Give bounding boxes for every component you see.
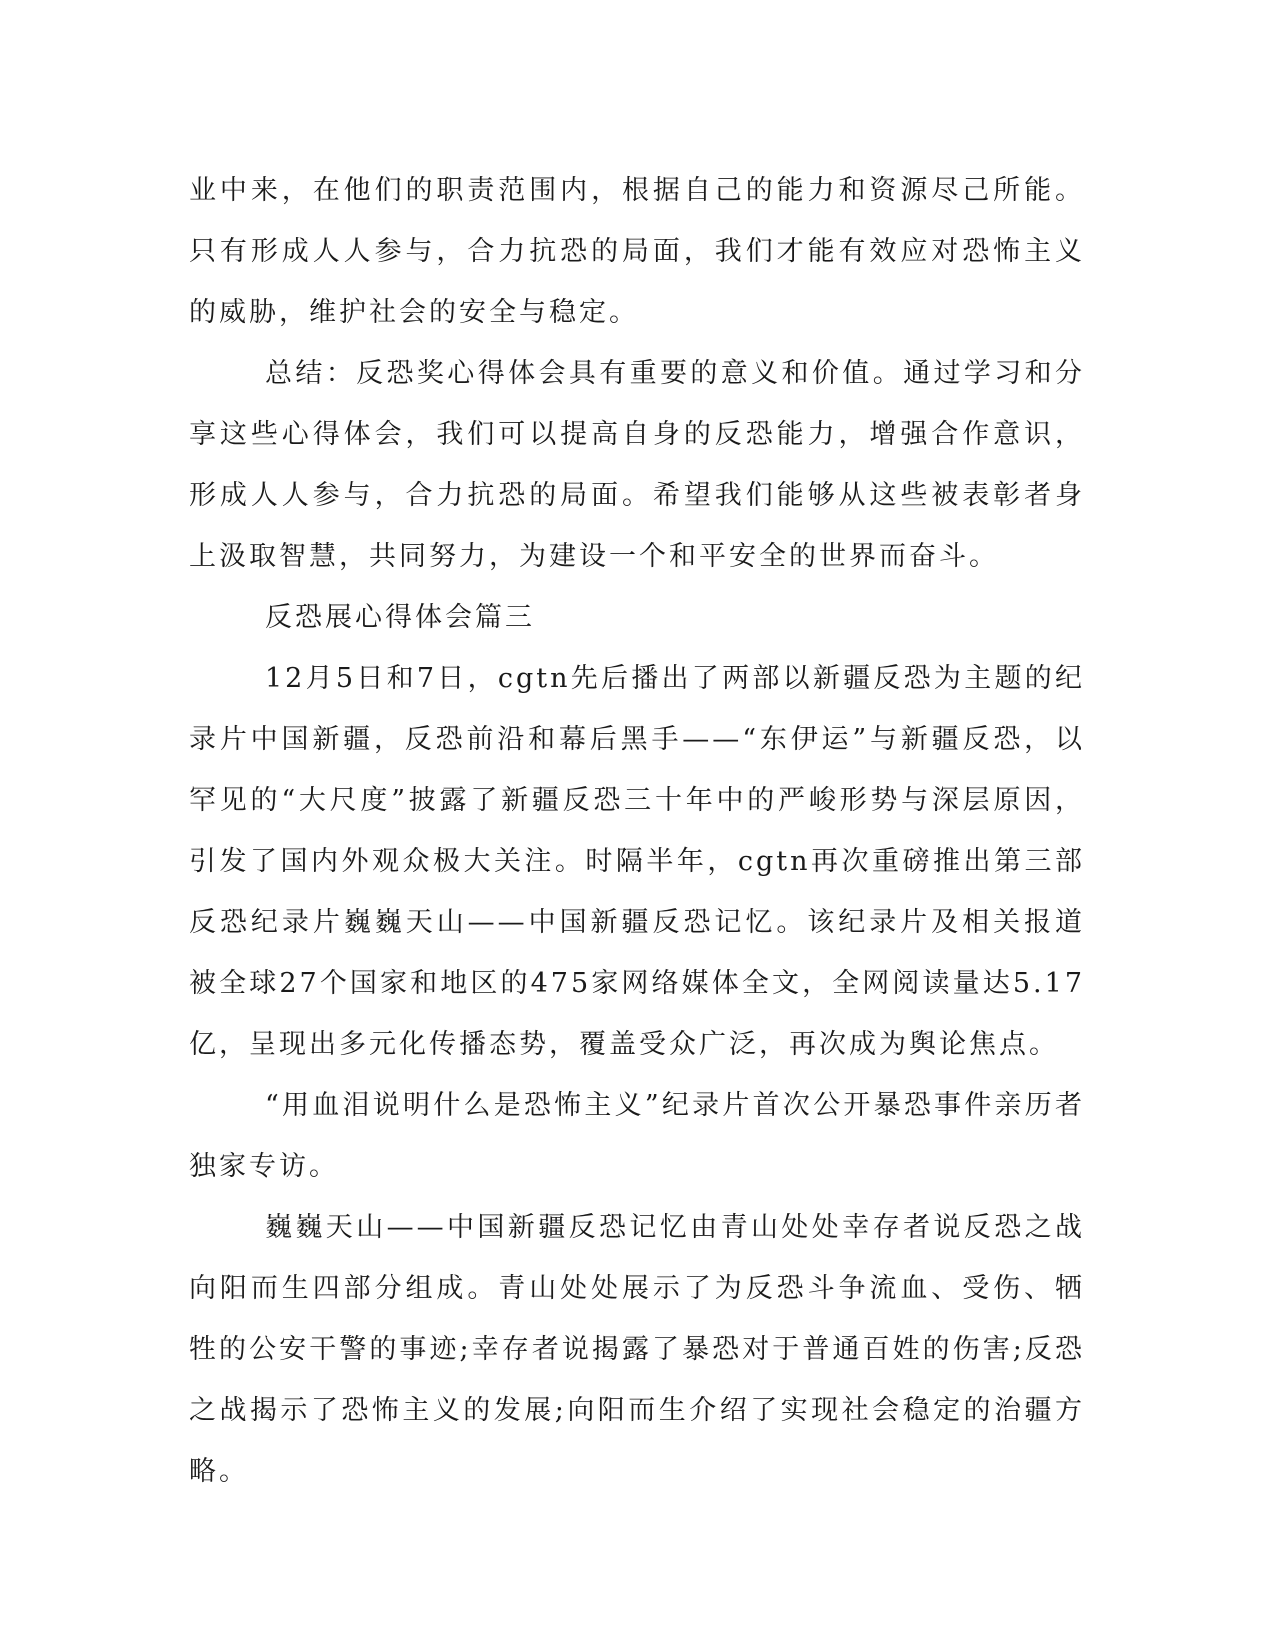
paragraph-interview: “用血泪说明什么是恐怖主义”纪录片首次公开暴恐事件亲历者独家专访。 bbox=[189, 1090, 1085, 1182]
document-body bbox=[189, 160, 1085, 1502]
paragraph-documentary: 12月5日和7日，cgtn先后播出了两部以新疆反恐为主题的纪录片中国新疆，反恐前沿和幕后黑手——“东伊运”与新疆反恐，以罕见的“大尺度”披露了新疆反恐三十年中的严峻形势与深层原因，引发了国内外观众极大关注。时隔半年，cgtn再次重磅推出第三部反恐纪录片巍巍天山——中国新疆反恐记忆。该纪录片及相关报道被全球27个国家和地区的475家网络媒体全文，全网阅读量达5.17亿，呈现出多元化传播态势，覆盖受众广泛，再次成为舆论焦点。 bbox=[189, 663, 1085, 1060]
paragraph-continuation: 业中来，在他们的职责范围内，根据自己的能力和资源尽己所能。只有形成人人参与，合力抗恐的局面，我们才能有效应对恐怖主义的威胁，维护社会的安全与稳定。 bbox=[189, 175, 1085, 328]
paragraph-structure: 巍巍天山——中国新疆反恐记忆由青山处处幸存者说反恐之战向阳而生四部分组成。青山处处展示了为反恐斗争流血、受伤、牺牲的公安干警的事迹;幸存者说揭露了暴恐对于普通百姓的伤害;反恐之战揭示了恐怖主义的发展;向阳而生介绍了实现社会稳定的治疆方略。 bbox=[189, 1212, 1085, 1487]
paragraph-summary: 总结：反恐奖心得体会具有重要的意义和价值。通过学习和分享这些心得体会，我们可以提高自身的反恐能力，增强合作意识，形成人人参与，合力抗恐的局面。希望我们能够从这些被表彰者身上汲取智慧，共同努力，为建设一个和平安全的世界而奋斗。 bbox=[189, 358, 1085, 572]
section-heading: 反恐展心得体会篇三 bbox=[265, 602, 535, 633]
